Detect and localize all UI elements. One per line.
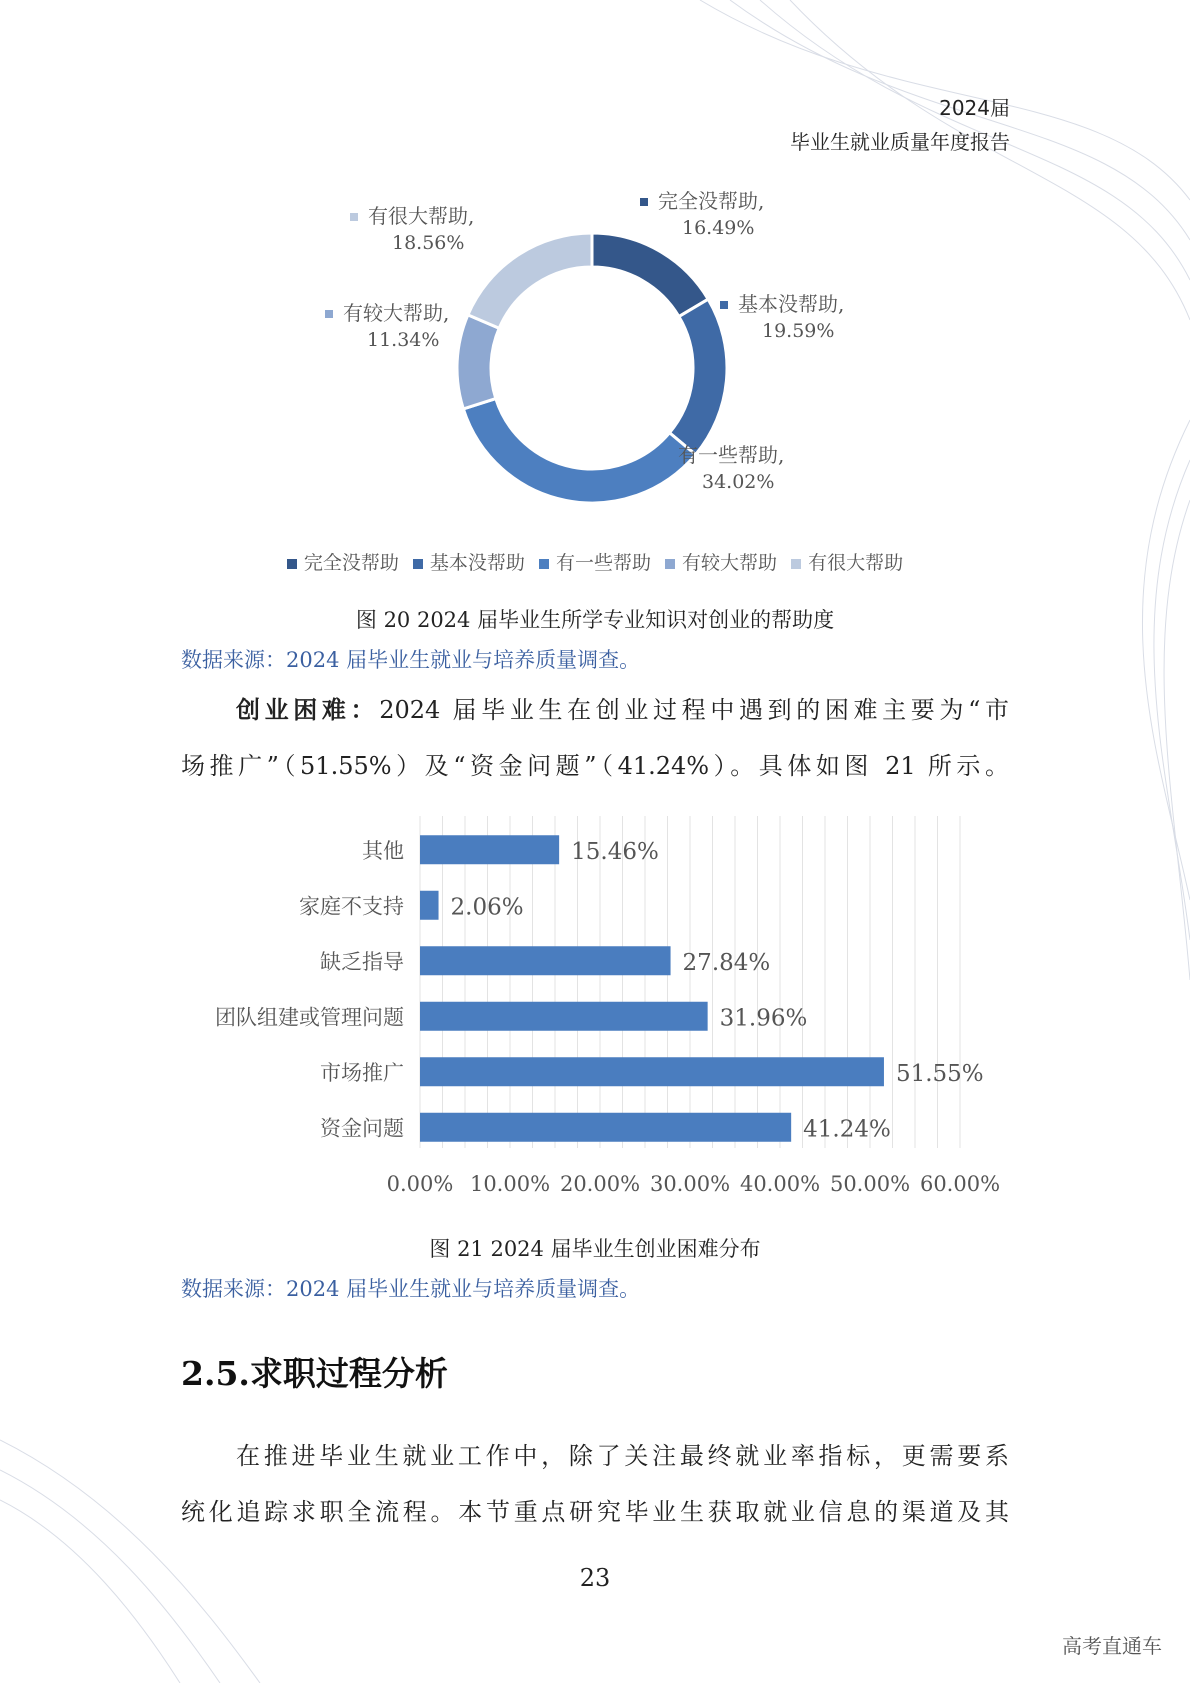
slice-label-category: 有较大帮助, [343,301,450,325]
paragraph-lead: 创业困难： [236,695,380,724]
section-title: 2.5.求职过程分析 [181,1354,448,1393]
bar-value-label: 15.46% [571,838,659,865]
figure-21-source: 数据来源：2024 届毕业生就业与培养质量调查。 [181,1277,641,1301]
legend-label: 有很大帮助 [808,552,904,574]
bar [420,946,671,975]
slice-label-category: 有很大帮助, [368,204,475,228]
slice-label-value: 19.59% [762,320,835,342]
paragraph-line: 统化追踪求职全流程。本节重点研究毕业生获取就业信息的渠道及其 [181,1498,1009,1526]
bar-value-label: 27.84% [682,949,771,976]
bar-value-label: 2.06% [450,894,524,921]
header-title: 毕业生就业质量年度报告 [790,130,1010,154]
legend-label: 基本没帮助 [429,552,525,574]
slice-label-category: 有一些帮助, [678,443,785,467]
legend-label: 有一些帮助 [555,552,651,574]
bar [420,835,559,864]
bar [420,1113,791,1142]
bar-value-label: 41.24% [803,1116,891,1143]
legend-label: 完全没帮助 [303,552,399,574]
header-year: 2024届 [939,96,1010,120]
bar-category-label: 家庭不支持 [299,894,404,919]
watermark: 高考直通车 [1062,1634,1162,1658]
figure-21-caption: 图 21 2024 届毕业生创业困难分布 [429,1237,761,1261]
slice-label-value: 16.49% [682,217,755,239]
paragraph-line: 场推广”（51.55%）及“资金问题”（41.24%）。具体如图 21 所示。 [181,752,1009,780]
bar [420,1002,708,1031]
figure-20-source: 数据来源：2024 届毕业生就业与培养质量调查。 [181,648,641,672]
bar-category-label: 其他 [362,838,404,863]
slice-label-category: 完全没帮助, [658,189,765,213]
bar-category-label: 市场推广 [320,1060,404,1085]
paragraph-job-search [181,1428,1009,1540]
bar-category-label: 缺乏指导 [320,949,404,974]
slice-label-value: 34.02% [702,471,775,493]
figure-20-caption: 图 20 2024 届毕业生所学专业知识对创业的帮助度 [355,608,835,632]
bar [420,1057,884,1086]
x-tick-label: 60.00% [919,1172,1001,1196]
paragraph-line: 在推进毕业生就业工作中，除了关注最终就业率指标，更需要系 [236,1442,1009,1470]
bar-category-label: 资金问题 [320,1116,404,1141]
x-tick-label: 30.00% [649,1172,731,1196]
slice-label-category: 基本没帮助, [738,292,845,316]
slice-label-value: 18.56% [392,232,465,254]
x-tick-label: 50.00% [829,1172,911,1196]
bar-category-label: 团队组建或管理问题 [215,1005,404,1030]
x-tick-label: 40.00% [739,1172,821,1196]
bar-value-label: 51.55% [895,1060,984,1087]
x-tick-label: 20.00% [559,1172,641,1196]
page-number: 23 [579,1564,611,1592]
bar [420,891,439,920]
x-tick-label: 10.00% [469,1172,551,1196]
legend-label: 有较大帮助 [682,552,778,574]
x-tick-label: 0.00% [386,1172,454,1196]
bar-value-label: 31.96% [719,1005,808,1032]
slice-label-value: 11.34% [367,329,440,351]
paragraph-text: 2024 届毕业生在创业过程中遇到的困难主要为“市 [379,696,1009,724]
